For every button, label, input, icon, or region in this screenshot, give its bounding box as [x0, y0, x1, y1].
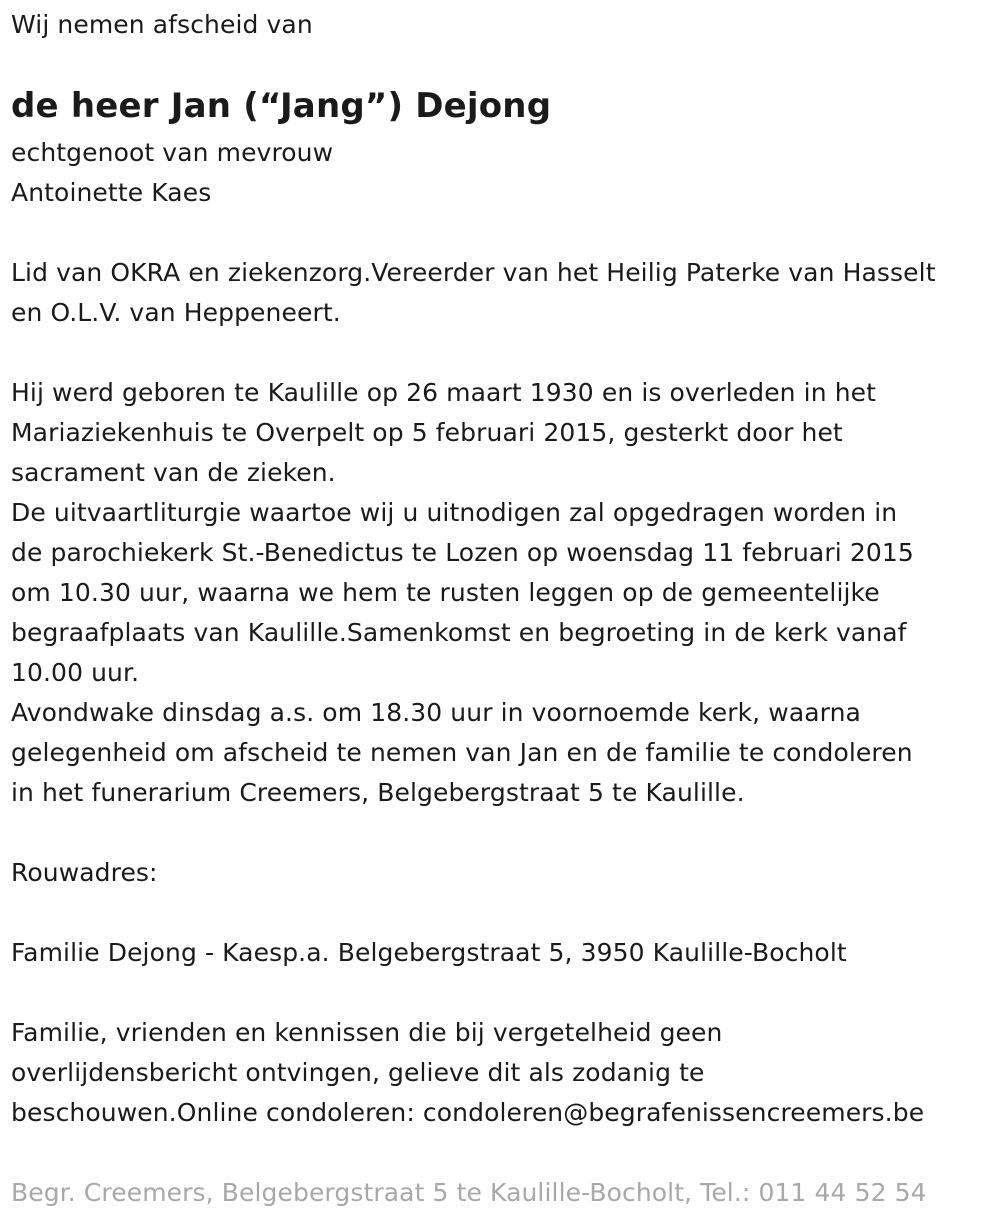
closing-line: beschouwen.Online condoleren: condoleren@begrafenissencreemers.be [11, 1098, 925, 1127]
intro-text: Wij nemen afscheid van [11, 10, 313, 39]
details-line: de parochiekerk St.-Benedictus te Lozen op woensdag 11 februari 2015 [11, 538, 914, 567]
closing-line: Familie, vrienden en kennissen die bij vergetelheid geen [11, 1018, 723, 1047]
membership-line: en O.L.V. van Heppeneert. [11, 298, 341, 327]
spouse-block [11, 133, 333, 213]
membership-line: Lid van OKRA en ziekenzorg.Vereerder van het Heilig Paterke van Hasselt [11, 258, 936, 287]
details-line: sacrament van de zieken. [11, 458, 336, 487]
details-line: Avondwake dinsdag a.s. om 18.30 uur in voornoemde kerk, waarna [11, 698, 861, 727]
rouwadres-address: Familie Dejong - Kaesp.a. Belgebergstraat 5, 3950 Kaulille-Bocholt [11, 938, 847, 967]
rouwadres-label: Rouwadres: [11, 858, 158, 887]
details-line: 10.00 uur. [11, 658, 140, 687]
details-line: Hij werd geboren te Kaulille op 26 maart 1930 en is overleden in het [11, 378, 877, 407]
details-block [11, 373, 914, 813]
details-line: in het funerarium Creemers, Belgebergstraat 5 te Kaulille. [11, 778, 745, 807]
membership-block [11, 253, 936, 333]
details-line: om 10.30 uur, waarna we hem te rusten leggen op de gemeentelijke [11, 578, 880, 607]
closing-block [11, 1013, 924, 1133]
details-line: gelegenheid om afscheid te nemen van Jan en de familie te condoleren [11, 738, 913, 767]
rouwadres-label-block [11, 853, 158, 893]
details-line: Mariaziekenhuis te Overpelt op 5 februari 2015, gesterkt door het [11, 418, 843, 447]
details-line: begraafplaats van Kaulille.Samenkomst en begroeting in de kerk vanaf [11, 618, 907, 647]
details-line: De uitvaartliturgie waartoe wij u uitnodigen zal opgedragen worden in [11, 498, 898, 527]
spouse-line: echtgenoot van mevrouw [11, 138, 334, 167]
rouwadres-block [11, 933, 847, 973]
closing-line: overlijdensbericht ontvingen, gelieve dit als zodanig te [11, 1058, 705, 1087]
spouse-line: Antoinette Kaes [11, 178, 212, 207]
funeral-home-footer: Begr. Creemers, Belgebergstraat 5 te Kaulille-Bocholt, Tel.: 011 44 52 54 [11, 1178, 927, 1207]
deceased-name: de heer Jan (“Jang”) Dejong [11, 86, 552, 126]
